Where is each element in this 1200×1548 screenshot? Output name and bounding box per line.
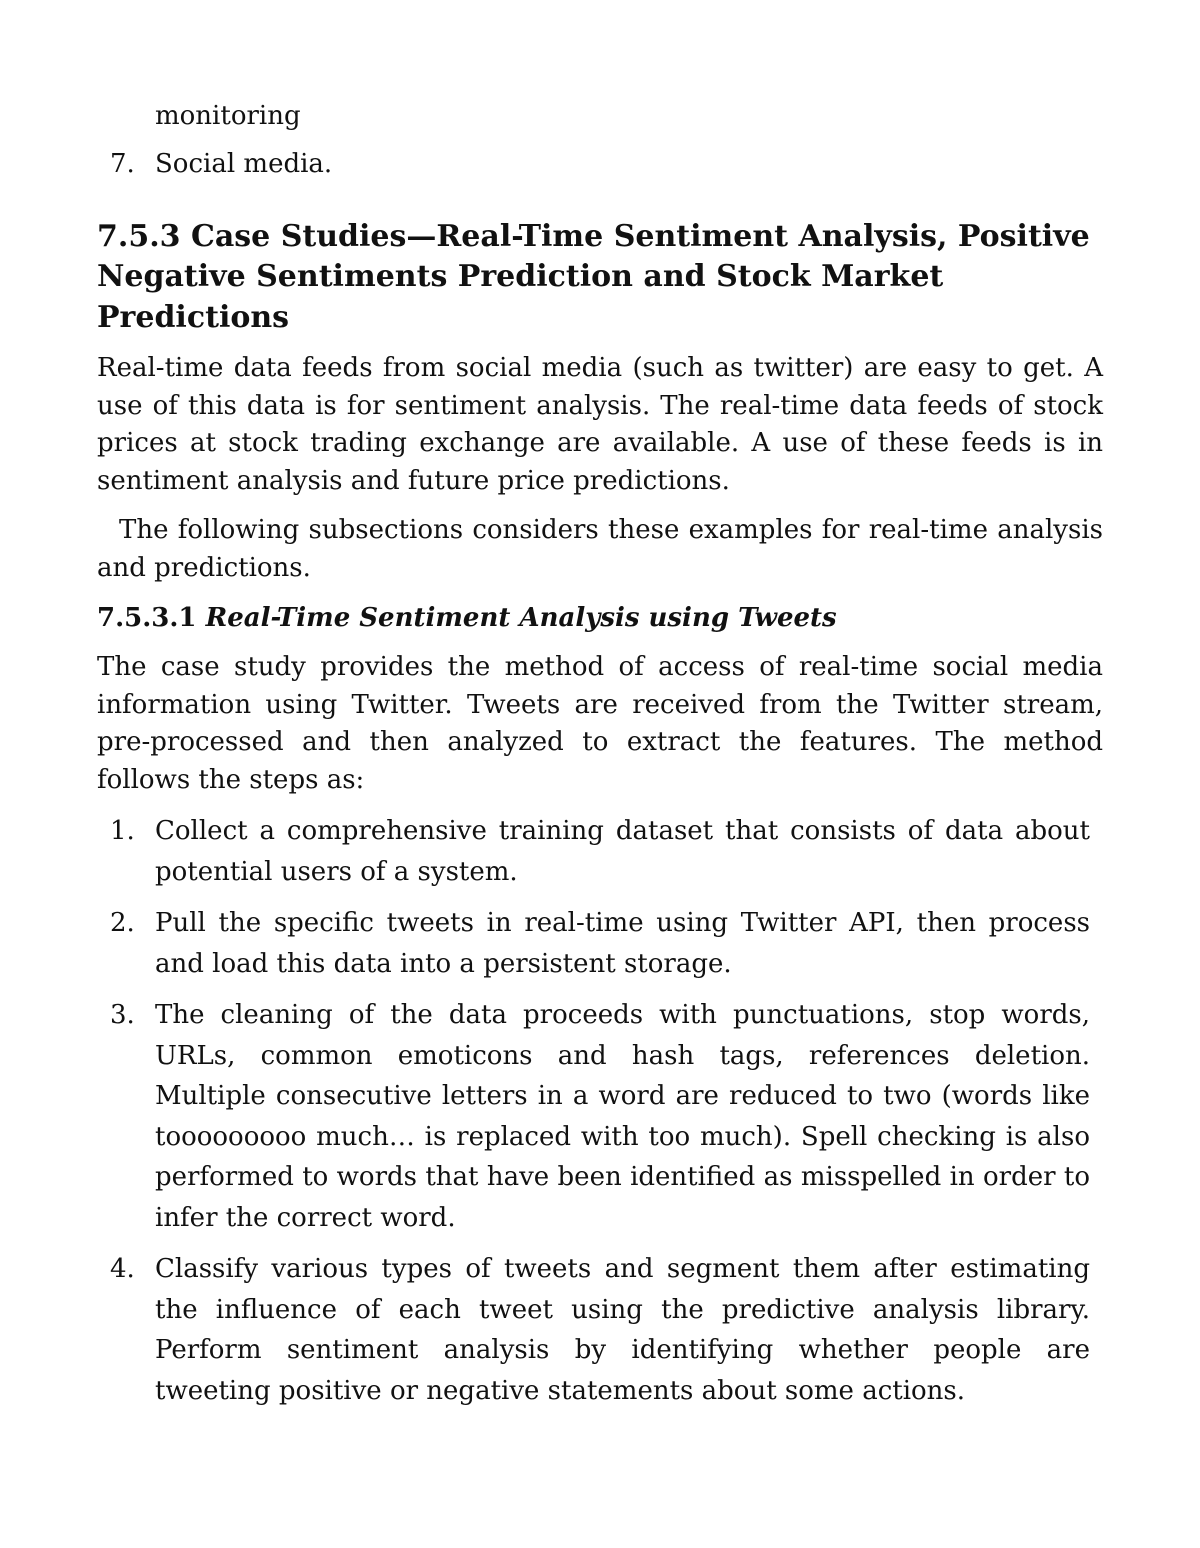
list-item-text: Social media. — [155, 149, 333, 179]
list-item — [97, 903, 1090, 984]
subsection-number: 7.5.3.1 — [97, 603, 197, 633]
list-item — [97, 1249, 1090, 1411]
list-item-number: 3. — [110, 1000, 135, 1030]
document-page — [97, 96, 1103, 1411]
list-item-text: Classify various types of tweets and segment them after estimating the influence of each tweet using the predictive analysis library. Perform sentiment analysis by identifying whether people are tweeting positive or negative statements about some actions. — [155, 1254, 1090, 1406]
section-heading: 7.5.3 Case Studies—Real-Time Sentiment Analysis, Positive Negative Sentiments Prediction and Stock Market Predictions — [97, 218, 1090, 335]
subsection-title: Real-Time Sentiment Analysis using Tweets — [205, 603, 837, 633]
list-item-number: 1. — [110, 816, 135, 846]
list-item-number: 2. — [110, 908, 135, 938]
steps-list — [97, 811, 1090, 1411]
list-item — [97, 144, 1103, 185]
top-list — [97, 144, 1103, 185]
list-item — [97, 995, 1090, 1238]
list-continuation-text: monitoring — [155, 101, 301, 131]
section-paragraph-1: Real-time data feeds from social media (such as twitter) are easy to get. A use of this data is for sentiment analysis. The real-time data feeds of stock prices at stock trading exchange are available. A use of these feeds is in sentiment analysis and future price predictions. — [97, 353, 1103, 496]
section-paragraph-2: The following subsections considers these examples for real-time analysis and predictions. — [97, 515, 1103, 583]
list-item-number: 4. — [110, 1254, 135, 1284]
list-item-text: Collect a comprehensive training dataset that consists of data about potential users of a system. — [155, 816, 1090, 887]
list-item-text: Pull the specific tweets in real-time using Twitter API, then process and load this data into a persistent storage. — [155, 908, 1090, 979]
subsection-intro: The case study provides the method of access of real-time social media information using Twitter. Tweets are received from the Twitter stream, pre-processed and then analyzed to extract the features. The method follows the steps as: — [97, 652, 1103, 795]
list-item-number: 7. — [110, 149, 135, 179]
list-item — [97, 811, 1090, 892]
subsection-heading — [97, 599, 1103, 637]
list-item-text: The cleaning of the data proceeds with punctuations, stop words, URLs, common emoticons and hash tags, references deletion. Multiple consecutive letters in a word are reduced to two (words like tooooooooo much… is replaced with too much). Spell checking is also performed to words that have been identified as misspelled in order to infer the correct word. — [155, 1000, 1090, 1233]
